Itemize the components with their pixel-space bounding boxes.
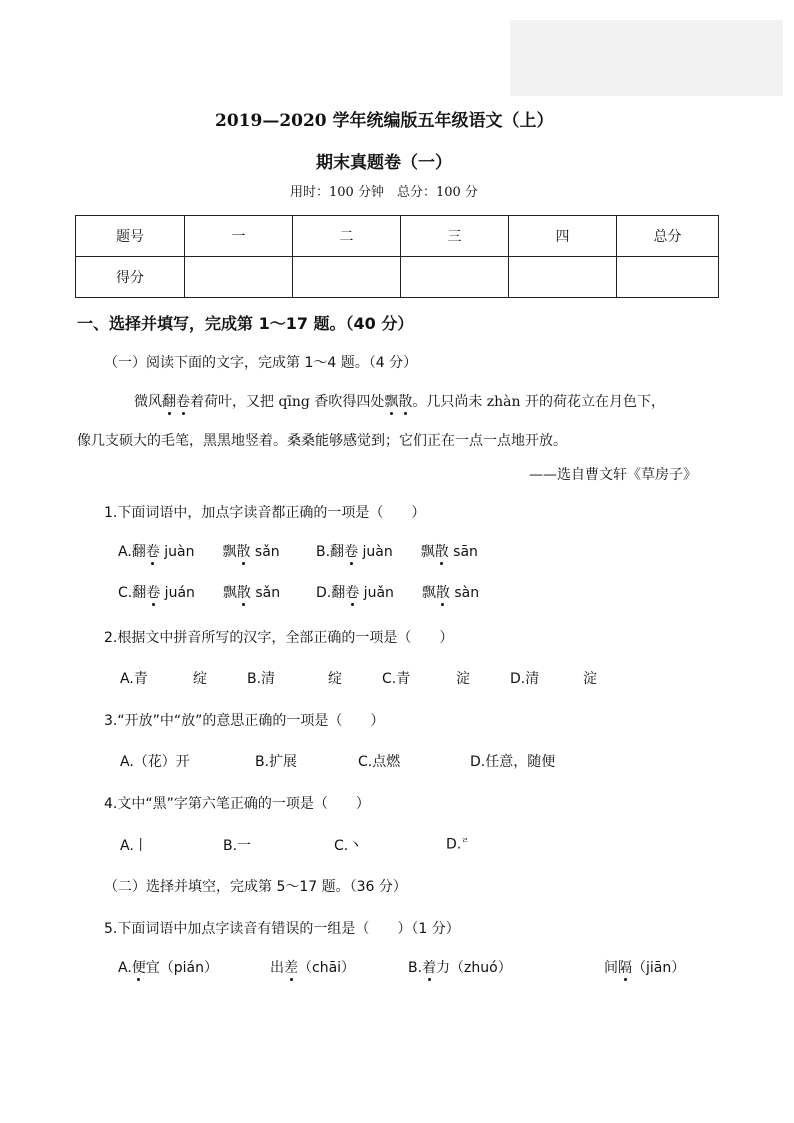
q1-option-d[interactable]	[316, 582, 479, 602]
q3-option-b[interactable]: B.扩展	[255, 754, 298, 770]
q2-option-d-char: 淀	[583, 671, 597, 687]
option-text: A.	[118, 960, 132, 976]
passage-text: 着荷叶，又把 qīng 香吹得四处	[190, 394, 385, 410]
question-1-stem: 1.下面词语中，加点字读音都正确的一项是（ ）	[104, 505, 426, 521]
q5-option-b-word2	[604, 957, 685, 977]
dotted-char: 卷	[344, 541, 358, 561]
part2-heading: （二）选择并填空，完成第 5～17 题。（36 分）	[104, 879, 407, 895]
dotted-char: 隔	[618, 957, 632, 977]
q2-option-d[interactable]: D.清	[510, 671, 540, 687]
q2-option-b[interactable]: B.清	[247, 671, 276, 687]
gray-placeholder-box	[510, 20, 783, 96]
q3-option-a[interactable]: A.（花）开	[120, 754, 190, 770]
table-row	[76, 216, 719, 257]
option-text: 出	[270, 960, 284, 976]
passage-text: 。几只尚未 zhàn 开的荷花立在月色下，	[412, 394, 665, 410]
dotted-char: 便	[132, 957, 146, 977]
option-text: juàn	[358, 544, 393, 560]
score-table	[75, 215, 719, 298]
dotted-char: 卷	[345, 582, 359, 602]
stroke-glyph: ㄹ	[461, 836, 469, 845]
score-input-cell[interactable]	[293, 257, 401, 298]
q5-option-a-word2	[270, 957, 355, 977]
dotted-char: 飘	[384, 391, 398, 411]
table-cell: 题号	[76, 216, 185, 257]
score-input-cell[interactable]	[617, 257, 719, 298]
q5-option-a[interactable]	[118, 957, 218, 977]
table-cell: 总分	[617, 216, 719, 257]
page-subtitle: 期末真题卷（一）	[316, 153, 452, 173]
question-5-stem: 5.下面词语中加点字读音有错误的一组是（ ）（1 分）	[104, 921, 460, 937]
option-text: B.翻	[316, 544, 345, 560]
option-text: 飘	[420, 544, 435, 560]
dotted-char: 卷	[146, 541, 160, 561]
q2-option-a-char: 绽	[193, 671, 207, 687]
q4-option-a[interactable]: A.丨	[120, 838, 148, 854]
dotted-char: 散	[436, 582, 450, 602]
score-input-cell[interactable]	[401, 257, 509, 298]
q2-option-c[interactable]: C.青	[382, 671, 411, 687]
q2-option-c-char: 淀	[456, 671, 470, 687]
option-text: （jiān）	[632, 960, 686, 976]
option-text: sǎn	[250, 585, 281, 601]
q3-option-c[interactable]: C.点燃	[358, 754, 401, 770]
score-input-cell[interactable]	[509, 257, 617, 298]
option-text: 飘	[421, 585, 436, 601]
dotted-char: 散	[237, 582, 251, 602]
passage-line-2: 像几支硕大的毛笔，黑黑地竖着。桑桑能够感觉到；它们正在一点一点地开放。	[77, 433, 567, 449]
option-text: 宜（pián）	[145, 960, 219, 976]
q2-option-a[interactable]: A.青	[120, 671, 148, 687]
option-text: 间	[604, 960, 618, 976]
option-text: 力（zhuó）	[436, 960, 512, 976]
q1-option-b[interactable]	[316, 541, 478, 561]
table-cell: 四	[509, 216, 617, 257]
option-text: juǎn	[359, 585, 394, 601]
table-cell: 二	[293, 216, 401, 257]
option-text: A.翻	[118, 544, 146, 560]
dotted-char: 散	[435, 541, 449, 561]
page-title: 2019—2020 学年统编版五年级语文（上）	[215, 111, 554, 131]
section-heading: 一、选择并填写，完成第 1～17 题。（40 分）	[77, 314, 414, 333]
table-row	[76, 257, 719, 298]
option-text: sàn	[449, 585, 480, 601]
table-cell: 一	[185, 216, 293, 257]
dotted-char: 散	[236, 541, 250, 561]
q1-option-c[interactable]	[118, 582, 280, 602]
q5-option-b[interactable]	[408, 957, 512, 977]
q4-option-d[interactable]	[446, 835, 469, 853]
question-4-stem: 4.文中“黑”字第六笔正确的一项是（ ）	[104, 796, 370, 812]
dotted-char: 差	[284, 957, 298, 977]
table-cell: 三	[401, 216, 509, 257]
q1-option-a[interactable]	[118, 541, 280, 561]
option-text: B.	[408, 960, 423, 976]
part1-heading: （一）阅读下面的文字，完成第 1～4 题。（4 分）	[104, 355, 418, 371]
q4-option-b[interactable]: B.一	[223, 838, 252, 854]
option-text: 飘	[222, 585, 237, 601]
time-info: 用时：100 分钟 总分：100 分	[290, 185, 478, 200]
option-text: sān	[448, 544, 478, 560]
dotted-char: 卷	[146, 582, 160, 602]
option-text: juán	[160, 585, 195, 601]
option-text: C.翻	[118, 585, 147, 601]
question-3-stem: 3.“开放”中“放”的意思正确的一项是（ ）	[104, 713, 385, 729]
score-input-cell[interactable]	[185, 257, 293, 298]
option-text: sǎn	[250, 544, 280, 560]
passage-line-1	[134, 391, 665, 411]
passage-source: ——选自曹文轩《草房子》	[529, 467, 697, 483]
option-text: juàn	[159, 544, 195, 560]
option-text: D.	[446, 836, 462, 853]
q2-option-b-char: 绽	[328, 671, 342, 687]
option-text: （chāi）	[298, 960, 356, 976]
dotted-char: 翻	[162, 391, 176, 411]
question-2-stem: 2.根据文中拼音所写的汉字，全部正确的一项是（ ）	[104, 630, 454, 646]
option-text: 飘	[222, 544, 237, 560]
q3-option-d[interactable]: D.任意，随便	[470, 754, 556, 770]
table-cell: 得分	[76, 257, 185, 298]
passage-text: 微风	[134, 394, 162, 410]
option-text: D.翻	[316, 585, 346, 601]
dotted-char: 着	[422, 957, 436, 977]
dotted-char: 卷	[176, 391, 190, 411]
q4-option-c[interactable]: C.丶	[334, 838, 363, 854]
dotted-char: 散	[398, 391, 412, 411]
